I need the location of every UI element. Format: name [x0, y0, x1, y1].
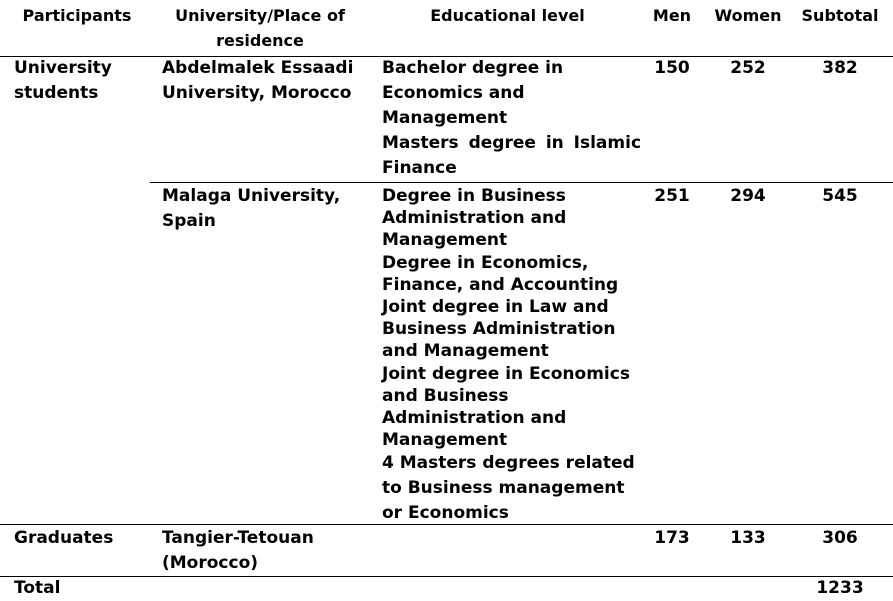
row1-subtotal: 382: [822, 58, 858, 78]
row1-university-line1: Abdelmalek Essaadi: [162, 58, 354, 78]
row2-education-line2: Administration and: [382, 208, 567, 229]
header-university-line1: University/Place of: [175, 6, 345, 25]
row2-education-line4: Degree in Economics,: [382, 252, 589, 273]
row2-university-line2: Spain: [162, 211, 216, 231]
row3-university-line2: (Morocco): [162, 553, 259, 573]
row1-education-line5: Finance: [382, 158, 457, 178]
header-educational-level: Educational level: [430, 6, 585, 25]
row3-men: 173: [654, 528, 690, 548]
row1-university-line2: University, Morocco: [162, 83, 352, 103]
row2-subtotal: 545: [822, 186, 858, 206]
row1-education: [382, 56, 641, 181]
row3-participants: [14, 526, 113, 551]
row3-university-line1: Tangier-Tetouan: [162, 528, 314, 548]
row2-education-line10: and Business: [382, 385, 509, 406]
row2-men: 251: [654, 186, 690, 206]
row2-education-line8: and Management: [382, 341, 549, 362]
header-university: [160, 3, 360, 53]
row3-subtotal: 306: [822, 528, 858, 548]
row2-education-line3: Management: [382, 230, 508, 251]
row2-education-line6: Joint degree in Law and: [382, 297, 609, 318]
row2-education-line11: Administration and: [382, 408, 567, 429]
row2-university-line1: Malaga University,: [162, 186, 341, 206]
row1-divider: [150, 182, 893, 183]
total-value: 1233: [816, 578, 864, 598]
row3-women: 133: [730, 528, 766, 548]
header-university-line2: residence: [216, 31, 304, 50]
row2-education-line9: Joint degree in Economics: [382, 363, 630, 384]
row2-education-line7: Business Administration: [382, 319, 616, 340]
row2-women: 294: [730, 186, 766, 206]
row3-divider: [0, 576, 893, 577]
row3-participants-line1: Graduates: [14, 528, 114, 548]
header-participants: Participants: [22, 6, 132, 25]
header-subtotal: Subtotal: [801, 6, 879, 25]
row2-university: [162, 184, 340, 234]
row1-participants-line2: students: [14, 83, 99, 103]
header-men: Men: [652, 6, 692, 25]
row3-university: [162, 526, 314, 576]
row2-education: [382, 185, 635, 526]
row2-divider: [0, 524, 893, 525]
row2-education-line1: Degree in Business: [382, 186, 566, 206]
row1-university: [162, 56, 353, 106]
row1-men: 150: [654, 58, 690, 78]
row1-education-line2: Economics and: [382, 83, 525, 103]
row2-education-line5: Finance, and Accounting: [382, 274, 619, 295]
row1-participants: [14, 56, 112, 106]
row2-education-line15: or Economics: [382, 503, 509, 524]
row2-education-line12: Management: [382, 430, 508, 451]
row1-education-line4: Masters degree in Islamic: [382, 133, 642, 153]
total-label: Total: [14, 578, 61, 598]
row1-education-line1: Bachelor degree in: [382, 58, 564, 78]
row1-women: 252: [730, 58, 766, 78]
row2-education-line14: to Business management: [382, 478, 625, 499]
header-women: Women: [714, 6, 782, 25]
row1-education-line3: Management: [382, 108, 508, 128]
row1-participants-line1: University: [14, 58, 112, 78]
row2-education-line13: 4 Masters degrees related: [382, 453, 635, 474]
